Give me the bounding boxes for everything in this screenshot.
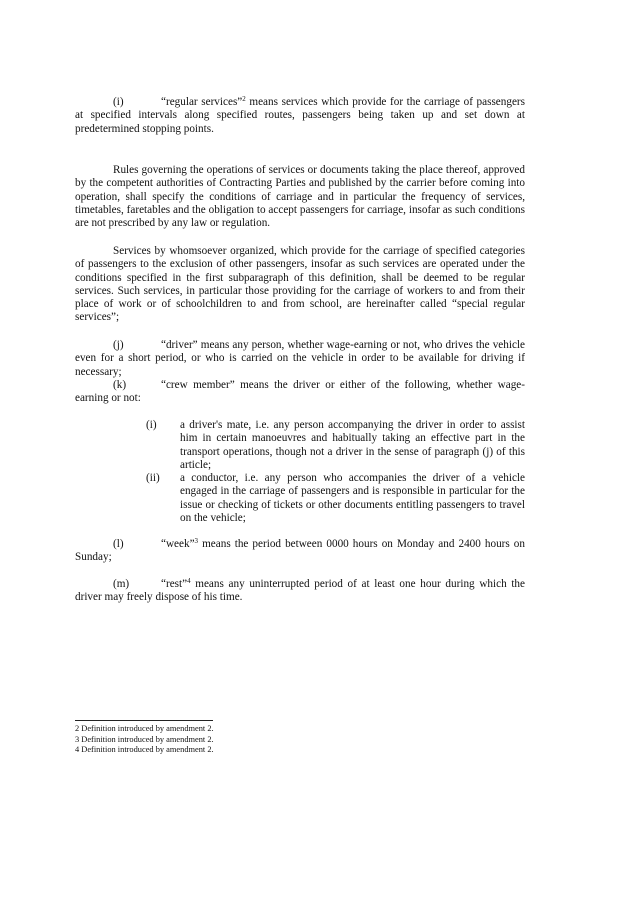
subparagraph-conductor [146, 472, 525, 526]
paragraph-marker: (k) [113, 379, 127, 391]
paragraph-marker: (j) [113, 339, 124, 351]
paragraph-marker: (l) [113, 538, 124, 550]
paragraph-week [75, 538, 525, 565]
paragraph-driver [75, 339, 525, 379]
subparagraph-text: a conductor, i.e. any person who accompanies the driver of a vehicle engaged in the carriage of passengers and is responsible in particular for the issue or checking of tickets or other documents entitling passengers to travel on the vehicle; [180, 472, 525, 524]
paragraph-text: means the period between 0000 hours on Monday and 2400 hours on Sunday; [75, 538, 525, 564]
footnote-ref: 4 [187, 577, 191, 585]
subparagraph-drivers-mate [146, 419, 525, 473]
subparagraph-text: a driver's mate, i.e. any person accompanying the driver in order to assist him in certain manoeuvres and habitually taking an effective part in the transport operations, though not a driver in the sense of paragraph (j) of this article; [180, 419, 525, 471]
paragraph-text: “crew member” means the driver or either of the following, whether wage-earning or not: [75, 379, 525, 405]
defined-term: “week” [161, 538, 195, 550]
defined-term: “regular services” [161, 96, 243, 108]
paragraph-crew-member [75, 379, 525, 406]
footnote-4: 4 Definition introduced by amendment 2. [75, 745, 214, 754]
paragraph-text: means any uninterrupted period of at least one hour during which the driver may freely dispose of his time. [75, 578, 525, 604]
defined-term: “rest” [161, 578, 188, 590]
subparagraph-marker: (ii) [146, 472, 160, 484]
footnote-divider [75, 720, 213, 721]
footnote-3: 3 Definition introduced by amendment 2. [75, 734, 214, 744]
footnote-ref: 3 [194, 537, 199, 545]
footnote-2: 2 Definition introduced by amendment 2. [75, 724, 214, 733]
paragraph-marker: (i) [113, 96, 124, 108]
footnote-ref: 2 [242, 95, 246, 103]
paragraph-text: “driver” means any person, whether wage-earning or not, who drives the vehicle even for a short period, or who is carried on the vehicle in order to be available for driving if necessary; [75, 339, 525, 378]
paragraph-regular-services [75, 96, 525, 136]
paragraph-rest [75, 578, 525, 605]
paragraph-marker: (m) [113, 578, 130, 590]
paragraph-rules: Rules governing the operations of services or documents taking the place thereof, approved by the competent authorities of Contracting Parties and published by the carrier before coming into operation, shall specify the conditions of carriage and in particular the frequency of services, timetables, faretables and the obligation to accept passengers for carriage, insofar as such conditions are not prescribed by any law or regulation. [75, 164, 525, 230]
paragraph-text: means services which provide for the carriage of passengers at specified intervals along specified routes, passengers being taken up and set down at predetermined stopping points. [75, 96, 526, 135]
paragraph-special-services: Services by whomsoever organized, which provide for the carriage of specified categories of passengers to the exclusion of other passengers, insofar as such services are operated under the conditions specified in the first subparagraph of this definition, shall be deemed to be regular services. Such services, in particular those providing for the carriage of workers to and from their place of work or of schoolchildren to and from school, are hereinafter called “special regular services”; [75, 245, 525, 324]
footnotes [75, 724, 375, 756]
subparagraph-marker: (i) [146, 419, 157, 431]
